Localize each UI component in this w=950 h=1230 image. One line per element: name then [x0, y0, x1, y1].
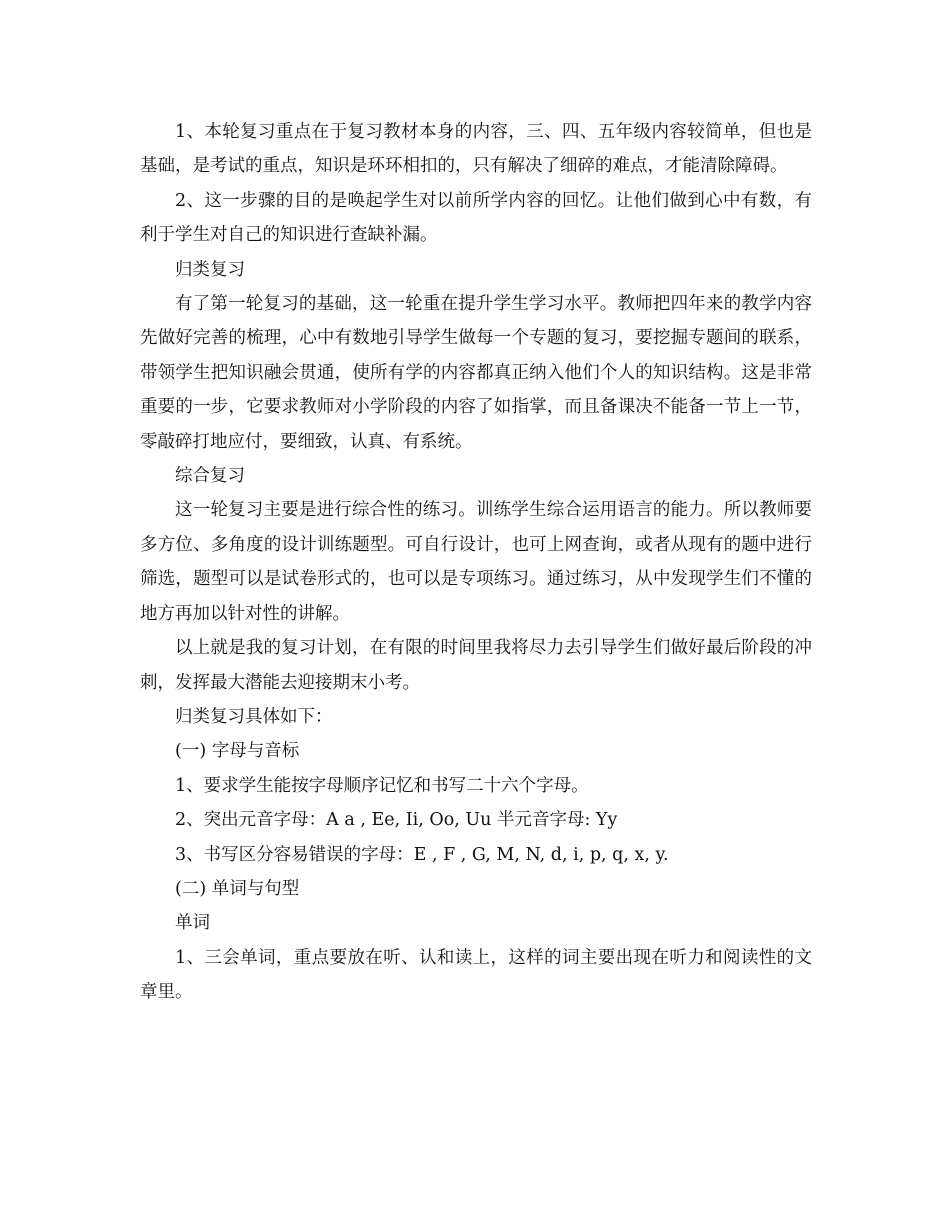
heading-letters-phonetics: (一) 字母与音标 — [175, 741, 300, 762]
paragraph-second-round: 有了第一轮复习的基础，这一轮重在提升学生学习水平。教师把四年来的教学内容先做好完善的梳理，心中有数地引导学生做每一个专题的复习，要挖掘专题间的联系，带领学生把知识融会贯通，使所有学的内容都真正纳入他们个人的知识结构。这是非常重要的一步，它要求教师对小学阶段的内容了如指掌，而且备课决不能备一节上一节，零敲碎打地应付，要细致，认真、有系统。 — [140, 294, 812, 452]
list-item-vowels: 2、突出元音字母：A a , Ee, Ii, Oo, Uu 半元音字母: Yy — [175, 810, 618, 831]
heading-words: 单词 — [175, 913, 210, 934]
document-body — [140, 115, 812, 1010]
paragraph-plan-summary: 以上就是我的复习计划，在有限的时间里我将尽力去引导学生们做好最后阶段的冲刺，发挥最大潜能去迎接期末小考。 — [140, 638, 812, 693]
heading-words-sentences: (二) 单词与句型 — [175, 878, 300, 899]
list-item-three-skill-words: 1、三会单词，重点要放在听、认和读上，这样的词主要出现在听力和阅读性的文章里。 — [140, 947, 812, 1003]
paragraph-review-focus: 1、本轮复习重点在于复习教材本身的内容，三、四、五年级内容较简单，但也是基础，是考试的重点，知识是环环相扣的，只有解决了细碎的难点，才能清除障碍。 — [140, 122, 812, 177]
heading-categorized-review: 归类复习 — [175, 259, 245, 280]
list-item-letters-order: 1、要求学生能按字母顺序记忆和书写二十六个字母。 — [175, 775, 589, 796]
heading-categorized-details: 归类复习具体如下： — [175, 706, 333, 727]
paragraph-step-purpose: 2、这一步骤的目的是唤起学生对以前所学内容的回忆。让他们做到心中有数，有利于学生对自己的知识进行查缺补漏。 — [140, 190, 812, 246]
list-item-confusing-letters: 3、书写区分容易错误的字母：E , F , G, M, N, d, i, p, q, x, y. — [175, 844, 669, 865]
heading-comprehensive-review: 综合复习 — [175, 466, 245, 487]
paragraph-comprehensive-practice: 这一轮复习主要是进行综合性的练习。训练学生综合运用语言的能力。所以教师要多方位、多角度的设计训练题型。可自行设计，也可上网查询，或者从现有的题中进行筛选，题型可以是试卷形式的，也可以是专项练习。通过练习，从中发现学生们不懂的地方再加以针对性的讲解。 — [140, 500, 812, 624]
